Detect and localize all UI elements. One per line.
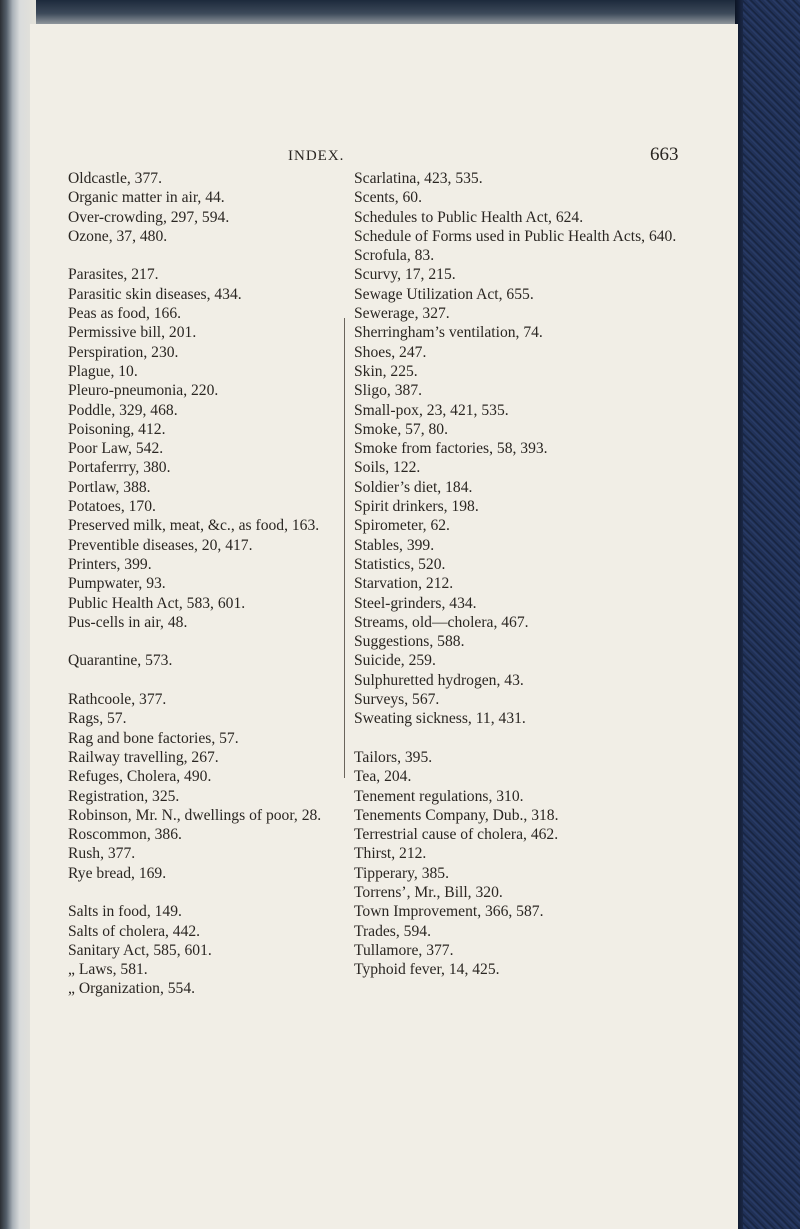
index-entry: Poddle, 329, 468. (68, 401, 178, 419)
index-entry: Skin, 225. (354, 362, 418, 380)
index-entry: Sweating sickness, 11, 431. (354, 710, 526, 728)
index-entry: Portaferrry, 380. (68, 459, 171, 477)
index-entry: Schedule of Forms used in Public Health Acts, 640. (354, 227, 677, 245)
index-entry: Scrofula, 83. (354, 247, 435, 265)
index-entry: Pus-cells in air, 48. (68, 613, 188, 631)
index-entry: Refuges, Cholera, 490. (68, 768, 212, 786)
index-entry: Rush, 377. (68, 845, 136, 863)
index-entry: Typhoid fever, 14, 425. (354, 961, 500, 979)
index-entry: Public Health Act, 583, 601. (68, 594, 246, 612)
group-spacer (68, 671, 340, 690)
index-entry: Parasitic skin diseases, 434. (68, 285, 242, 303)
index-entry: Shoes, 247. (354, 343, 427, 361)
index-entry: „ Laws, 581. (68, 961, 148, 979)
index-entry: Portlaw, 388. (68, 478, 151, 496)
index-entry: Streams, old—cholera, 467. (354, 613, 529, 631)
column-divider (344, 318, 345, 778)
index-entry: Sligo, 387. (354, 382, 423, 400)
index-entry: Schedules to Public Health Act, 624. (354, 208, 584, 226)
index-entry: Preventible diseases, 20, 417. (68, 536, 253, 554)
index-entry: Ozone, 37, 480. (68, 227, 168, 245)
index-entry: Potatoes, 170. (68, 498, 156, 516)
group-spacer (68, 246, 340, 265)
index-entry: Suicide, 259. (354, 652, 436, 670)
index-entry: Stables, 399. (354, 536, 435, 554)
index-entry: Scurvy, 17, 215. (354, 266, 456, 284)
index-entry: Pumpwater, 93. (68, 575, 166, 593)
index-entry: Rathcoole, 377. (68, 691, 167, 709)
index-entry: Railway travelling, 267. (68, 748, 219, 766)
index-entry: Pleuro-pneumonia, 220. (68, 382, 219, 400)
index-entry: Tipperary, 385. (354, 864, 450, 882)
index-entry: Thirst, 212. (354, 845, 427, 863)
index-entry: Tullamore, 377. (354, 941, 454, 959)
index-entry: Registration, 325. (68, 787, 180, 805)
index-entry: Tenement regulations, 310. (354, 787, 524, 805)
index-entry: Perspiration, 230. (68, 343, 179, 361)
index-entry: Printers, 399. (68, 555, 152, 573)
index-entry: Parasites, 217. (68, 266, 159, 284)
index-entry: Over-crowding, 297, 594. (68, 208, 230, 226)
index-entry: Scents, 60. (354, 189, 423, 207)
index-entry: Small-pox, 23, 421, 535. (354, 401, 509, 419)
index-entry: Organic matter in air, 44. (68, 189, 225, 207)
index-entry: Tenements Company, Dub., 318. (354, 806, 559, 824)
group-spacer (354, 729, 690, 748)
index-entry: Torrens’, Mr., Bill, 320. (354, 883, 503, 901)
index-entry: Poisoning, 412. (68, 420, 166, 438)
index-entry: Smoke, 57, 80. (354, 420, 448, 438)
index-entry: Terrestrial cause of cholera, 462. (354, 826, 559, 844)
page-number: 663 (650, 144, 679, 165)
index-entry: Scarlatina, 423, 535. (354, 170, 483, 187)
index-entry: Sulphuretted hydrogen, 43. (354, 671, 524, 689)
index-entry: Robinson, Mr. N., dwellings of poor, 28. (68, 806, 322, 824)
index-entry: Suggestions, 588. (354, 633, 465, 651)
index-entry: Smoke from factories, 58, 393. (354, 440, 548, 458)
index-entry: Soils, 122. (354, 459, 421, 477)
index-entry: Sewerage, 327. (354, 305, 450, 323)
index-entry: „ Organization, 554. (68, 980, 196, 998)
index-entry: Town Improvement, 366, 587. (354, 903, 544, 921)
index-entry: Salts of cholera, 442. (68, 922, 201, 940)
index-column-left (68, 169, 340, 999)
index-entry: Spirit drinkers, 198. (354, 498, 479, 516)
index-entry: Sanitary Act, 585, 601. (68, 941, 212, 959)
index-entry: Sewage Utilization Act, 655. (354, 285, 534, 303)
book-cover-edge (735, 0, 800, 1229)
page-title: INDEX. (288, 148, 345, 164)
group-spacer (68, 632, 340, 651)
index-entry: Spirometer, 62. (354, 517, 450, 535)
index-column-right (354, 169, 690, 979)
index-entry: Roscommon, 386. (68, 826, 182, 844)
index-entry: Surveys, 567. (354, 691, 440, 709)
index-entry: Plague, 10. (68, 362, 138, 380)
index-entry: Sherringham’s ventilation, 74. (354, 324, 543, 342)
index-entry: Permissive bill, 201. (68, 324, 197, 342)
index-entry: Oldcastle, 377. (68, 170, 162, 187)
index-entry: Starvation, 212. (354, 575, 454, 593)
index-entry: Preserved milk, meat, &c., as food, 163. (68, 517, 320, 535)
index-entry: Tailors, 395. (354, 748, 433, 766)
index-entry: Soldier’s diet, 184. (354, 478, 473, 496)
index-entry: Trades, 594. (354, 922, 431, 940)
index-entry: Statistics, 520. (354, 555, 446, 573)
index-entry: Poor Law, 542. (68, 440, 164, 458)
group-spacer (68, 883, 340, 902)
index-entry: Quarantine, 573. (68, 652, 173, 670)
index-entry: Rags, 57. (68, 710, 127, 728)
index-entry: Peas as food, 166. (68, 305, 182, 323)
index-entry: Steel-grinders, 434. (354, 594, 477, 612)
index-entry: Rye bread, 169. (68, 864, 167, 882)
index-entry: Rag and bone factories, 57. (68, 729, 239, 747)
index-entry: Tea, 204. (354, 768, 412, 786)
index-entry: Salts in food, 149. (68, 903, 182, 921)
